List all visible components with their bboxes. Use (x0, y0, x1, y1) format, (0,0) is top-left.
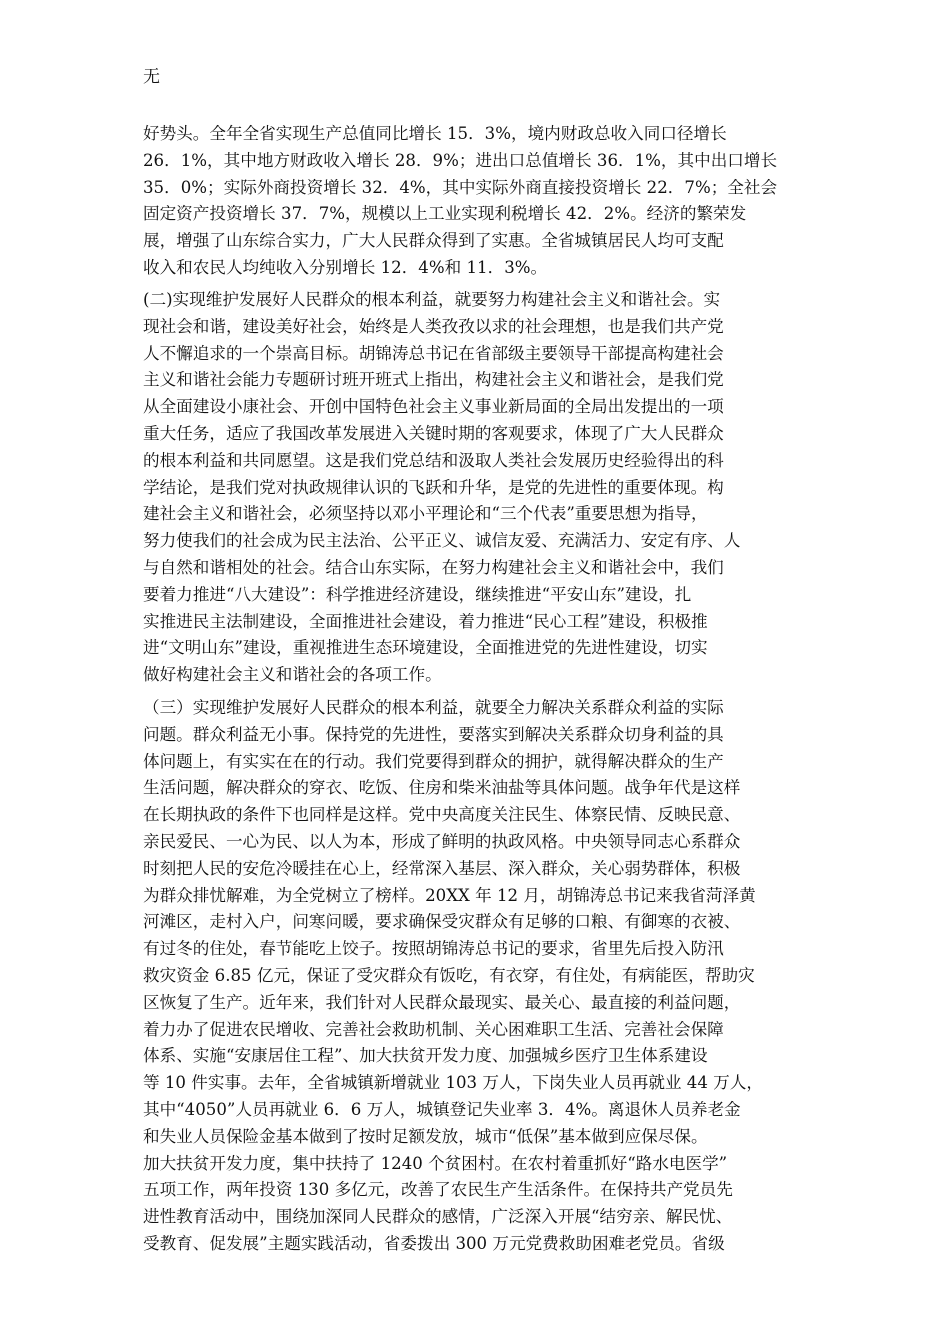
paragraph-practical-problems (143, 695, 823, 1258)
text-line: 展，增强了山东综合实力，广大人民群众得到了实惠。全省城镇居民人均可支配 (143, 231, 724, 251)
text-line: 做好构建社会主义和谐社会的各项工作。 (143, 665, 442, 685)
text-line: (二)实现维护发展好人民群众的根本利益，就要努力构建社会主义和谐社会。实 (143, 290, 721, 309)
text-line: 现社会和谐，建设美好社会，始终是人类孜孜以求的社会理想，也是我们共产党 (143, 316, 724, 336)
text-line: 受教育、促发展”主题实践活动，省委拨出 300 万元党费救助困难老党员。省级 (143, 1233, 725, 1253)
text-line: 26．1%，其中地方财政收入增长 28．9%；进出口总值增长 36．1%，其中出口增长 (143, 150, 778, 170)
text-line: 要着力推进“八大建设”：科学推进经济建设，继续推进“平安山东”建设，扎 (143, 584, 692, 604)
text-line: 的根本利益和共同愿望。这是我们党总结和汲取人类社会发展历史经验得出的科 (143, 450, 724, 470)
text-line: 好势头。全年全省实现生产总值同比增长 15．3%，境内财政总收入同口径增长 (143, 124, 727, 143)
text-line: 亲民爱民、一心为民、以人为本，形成了鲜明的执政风格。中央领导同志心系群众 (143, 831, 741, 851)
text-line: 为群众排忧解难，为全党树立了榜样。20XX 年 12 月，胡锦涛总书记来我省菏泽黄 (143, 885, 756, 905)
text-line: 主义和谐社会能力专题研讨班开班式上指出，构建社会主义和谐社会，是我们党 (143, 370, 724, 390)
text-line: 固定资产投资增长 37．7%，规模以上工业实现利税增长 42．2%。经济的繁荣发 (143, 204, 747, 224)
text-line: 体问题上，有实实在在的行动。我们党要得到群众的拥护，就得解决群众的生产 (143, 751, 724, 771)
text-line: 问题。群众利益无小事。保持党的先进性，要落实到解决关系群众切身利益的具 (143, 724, 724, 744)
text-line: 35．0%；实际外商投资增长 32．4%，其中实际外商直接投资增长 22．7%；全社会 (143, 177, 778, 197)
text-line: 有过冬的住处，春节能吃上饺子。按照胡锦涛总书记的要求，省里先后投入防汛 (143, 939, 724, 959)
text-line: 河滩区，走村入户，问寒问暖，要求确保受灾群众有足够的口粮、有御寒的衣被、 (143, 912, 741, 932)
text-line: 等 10 件实事。去年，全省城镇新增就业 103 万人，下岗失业人员再就业 44 万人， (143, 1073, 763, 1093)
text-line: 和失业人员保险金基本做到了按时足额发放，城市“低保”基本做到应保尽保。 (143, 1126, 708, 1146)
text-line: 进性教育活动中，围绕加深同人民群众的感情，广泛深入开展“结穷亲、解民忧、 (143, 1207, 733, 1227)
text-line: 生活问题，解决群众的穿衣、吃饭、住房和柴米油盐等具体问题。战争年代是这样 (143, 778, 741, 798)
paragraph-harmonious-society (143, 287, 823, 689)
text-line: 人不懈追求的一个崇高目标。胡锦涛总书记在省部级主要领导干部提高构建社会 (143, 343, 724, 363)
paragraph-economic-results (143, 121, 823, 282)
text-line: （三）实现维护发展好人民群众的根本利益，就要全力解决关系群众利益的实际 (143, 698, 724, 717)
text-line: 进“文明山东”建设，重视推进生态环境建设，全面推进党的先进性建设，切实 (143, 638, 708, 658)
text-line: 建社会主义和谐社会，必须坚持以邓小平理论和“三个代表”重要思想为指导， (143, 504, 708, 524)
text-line: 其中“4050”人员再就业 6．6 万人，城镇登记失业率 3．4%。离退休人员养老金 (143, 1099, 741, 1119)
text-line: 收入和农民人均纯收入分别增长 12．4%和 11．3%。 (143, 257, 548, 277)
text-line: 救灾资金 6.85 亿元，保证了受灾群众有饭吃，有衣穿，有住处，有病能医，帮助灾 (143, 965, 755, 985)
text-line: 时刻把人民的安危冷暖挂在心上，经常深入基层、深入群众，关心弱势群体，积极 (143, 858, 741, 878)
text-line: 加大扶贫开发力度，集中扶持了 1240 个贫困村。在农村着重抓好“路水电医学” (143, 1153, 728, 1173)
text-line: 努力使我们的社会成为民主法治、公平正义、诚信友爱、充满活力、安定有序、人 (143, 531, 741, 551)
text-line: 五项工作，两年投资 130 多亿元，改善了农民生产生活条件。在保持共产党员先 (143, 1180, 733, 1200)
text-line: 区恢复了生产。近年来，我们针对人民群众最现实、最关心、最直接的利益问题， (143, 992, 741, 1012)
text-line: 从全面建设小康社会、开创中国特色社会主义事业新局面的全局出发提出的一项 (143, 397, 724, 417)
text-line: 实推进民主法制建设，全面推进社会建设，着力推进“民心工程”建设，积极推 (143, 611, 708, 631)
page-header: 无 (143, 67, 160, 87)
text-line: 重大任务，适应了我国改革发展进入关键时期的客观要求，体现了广大人民群众 (143, 423, 724, 443)
text-line: 在长期执政的条件下也同样是这样。党中央高度关注民生、体察民情、反映民意、 (143, 805, 741, 825)
text-line: 体系、实施“安康居住工程”、加大扶贫开发力度、加强城乡医疗卫生体系建设 (143, 1046, 708, 1066)
text-line: 学结论，是我们党对执政规律认识的飞跃和升华，是党的先进性的重要体现。构 (143, 477, 724, 497)
text-line: 与自然和谐相处的社会。结合山东实际，在努力构建社会主义和谐社会中，我们 (143, 557, 724, 577)
text-line: 着力办了促进农民增收、完善社会救助机制、关心困难职工生活、完善社会保障 (143, 1019, 724, 1039)
